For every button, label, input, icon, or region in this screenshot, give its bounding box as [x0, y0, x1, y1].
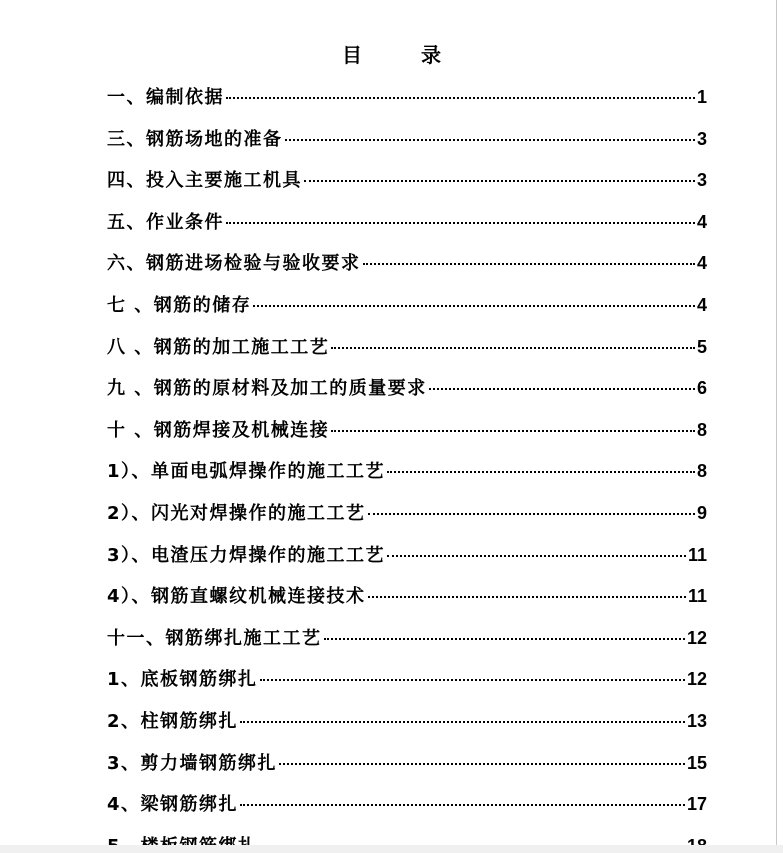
dot-leader — [331, 347, 695, 349]
toc-entry[interactable] — [107, 665, 707, 707]
toc-entry-page: 1 — [696, 87, 707, 107]
toc-entry-page: 11 — [687, 544, 707, 565]
toc-entry-label: 3、剪力墙钢筋绑扎 — [107, 752, 278, 774]
page-edge-divider — [776, 0, 777, 853]
toc-entry[interactable] — [107, 457, 707, 499]
toc-entry[interactable] — [107, 333, 707, 375]
toc-entry[interactable] — [107, 707, 707, 749]
toc-entry[interactable] — [107, 790, 707, 832]
toc-entry-label: 四、投入主要施工机具 — [107, 170, 302, 192]
dot-leader — [226, 97, 695, 99]
toc-entry-page: 17 — [686, 794, 707, 815]
toc-entry-label: 五、作业条件 — [107, 211, 224, 233]
toc-entry[interactable] — [107, 83, 707, 125]
toc-entry-page: 15 — [686, 752, 707, 773]
dot-leader — [429, 388, 695, 390]
toc-entry[interactable] — [107, 749, 707, 791]
toc-title: 目 录 — [342, 43, 467, 67]
toc-entry-page: 8 — [696, 461, 707, 482]
dot-leader — [368, 513, 695, 515]
toc-list — [107, 83, 707, 853]
toc-entry-label: 三、钢筋场地的准备 — [107, 128, 283, 150]
dot-leader — [387, 555, 686, 557]
dot-leader — [240, 721, 685, 723]
toc-entry-label: 七 、钢筋的储存 — [107, 294, 252, 316]
toc-entry-label: 九 、钢筋的原材料及加工的质量要求 — [107, 378, 427, 400]
toc-entry-label: 十 、钢筋焊接及机械连接 — [107, 419, 330, 441]
toc-entry[interactable] — [107, 125, 707, 167]
toc-entry[interactable] — [107, 374, 707, 416]
toc-entry-label: 1、底板钢筋绑扎 — [107, 669, 258, 691]
toc-entry-page: 8 — [696, 419, 707, 440]
dot-leader — [363, 263, 695, 265]
toc-entry-label: 十一、钢筋绑扎施工工艺 — [107, 627, 322, 649]
toc-entry-label: 4、梁钢筋绑扎 — [107, 794, 239, 816]
dot-leader — [279, 763, 685, 765]
toc-entry[interactable] — [107, 166, 707, 208]
toc-entry-page: 12 — [686, 669, 707, 690]
toc-entry-page: 12 — [686, 627, 707, 648]
dot-leader — [253, 305, 695, 307]
toc-entry[interactable] — [107, 582, 707, 624]
toc-entry-label: 2、柱钢筋绑扎 — [107, 710, 239, 732]
toc-entry-page: 3 — [696, 170, 707, 191]
toc-entry[interactable] — [107, 208, 707, 250]
toc-entry-label: 八 、钢筋的加工施工工艺 — [107, 336, 330, 358]
toc-entry-label: 六、钢筋进场检验与验收要求 — [107, 253, 361, 275]
dot-leader — [324, 638, 685, 640]
dot-leader — [304, 180, 695, 182]
horizontal-scrollbar-track[interactable] — [0, 845, 783, 853]
toc-entry[interactable] — [107, 416, 707, 458]
dot-leader — [387, 471, 695, 473]
toc-entry[interactable] — [107, 541, 707, 583]
toc-entry-page: 13 — [686, 710, 707, 731]
toc-entry-page: 9 — [696, 502, 707, 523]
toc-entry[interactable] — [107, 624, 707, 666]
toc-entry-page: 4 — [696, 211, 707, 232]
dot-leader — [285, 139, 695, 141]
toc-entry-page: 4 — [696, 294, 707, 315]
dot-leader — [260, 679, 685, 681]
toc-entry-label: 3）、电渣压力焊操作的施工工艺 — [107, 544, 386, 566]
toc-entry[interactable] — [107, 291, 707, 333]
toc-entry[interactable] — [107, 499, 707, 541]
toc-entry-label: 4）、钢筋直螺纹机械连接技术 — [107, 586, 366, 608]
dot-leader — [240, 804, 685, 806]
toc-entry-label: 一、编制依据 — [107, 87, 224, 108]
toc-entry[interactable] — [107, 249, 707, 291]
toc-entry-page: 4 — [696, 253, 707, 274]
toc-entry-page: 11 — [687, 586, 707, 607]
toc-entry-page: 6 — [696, 378, 707, 399]
toc-entry-page: 3 — [696, 128, 707, 149]
dot-leader — [331, 430, 695, 432]
toc-entry-label: 1）、单面电弧焊操作的施工工艺 — [107, 461, 386, 483]
dot-leader — [226, 222, 695, 224]
toc-entry-label: 2）、闪光对焊操作的施工工艺 — [107, 502, 366, 524]
dot-leader — [368, 596, 686, 598]
toc-entry-page: 5 — [696, 336, 707, 357]
